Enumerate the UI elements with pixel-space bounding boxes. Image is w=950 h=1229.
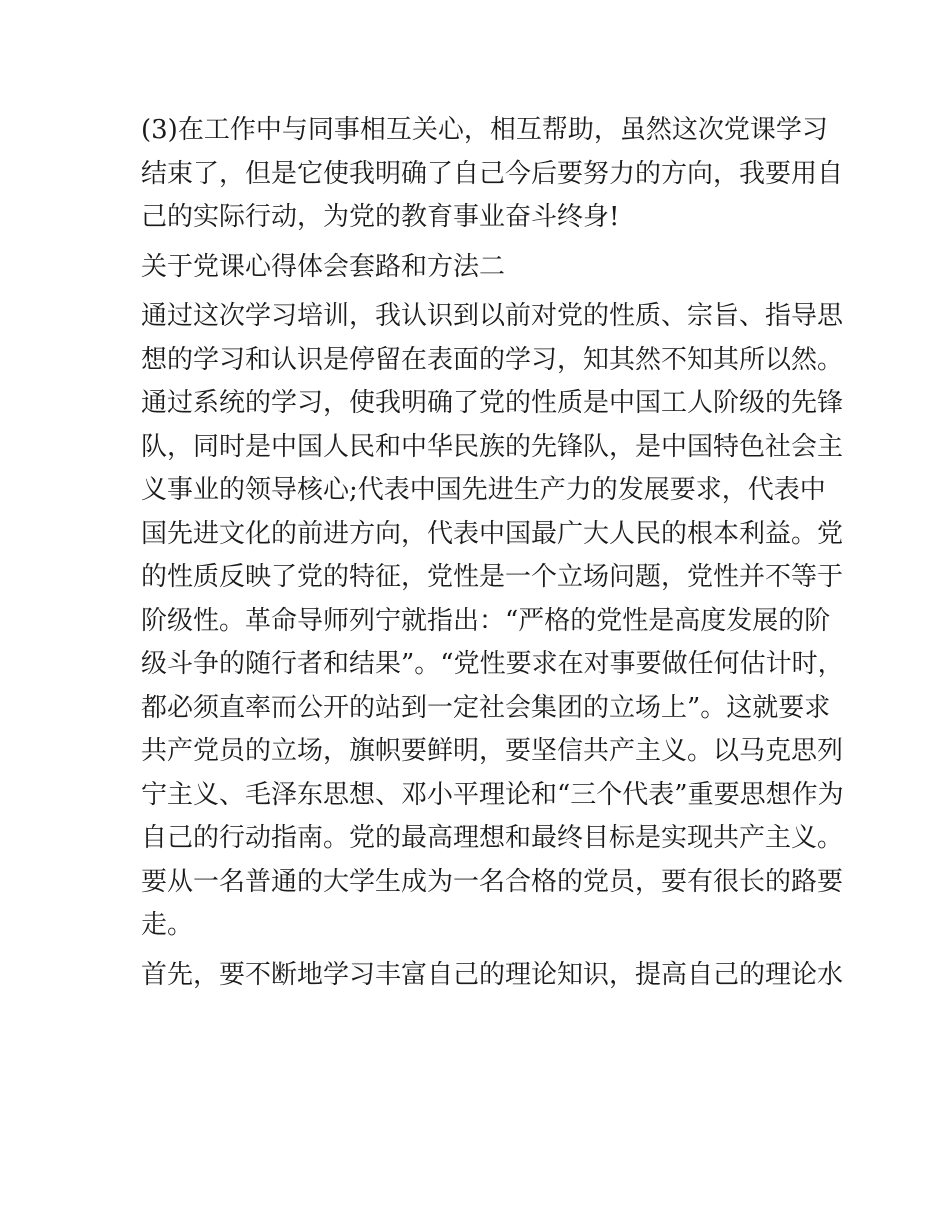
heading-line: 关于党课心得体会套路和方法二 bbox=[141, 251, 506, 282]
document-body bbox=[141, 109, 844, 997]
text-line: 的性质反映了党的特征，党性是一个立场问题，党性并不等于 bbox=[141, 562, 844, 592]
text-line: 共产党员的立场，旗帜要鲜明，要坚信共产主义。以马克思列 bbox=[141, 736, 844, 766]
text-line: 级斗争的随行者和结果”。“党性要求在对事要做任何估计时， bbox=[141, 649, 844, 679]
text-line: 通过这次学习培训，我认识到以前对党的性质、宗旨、指导思 bbox=[141, 301, 844, 331]
text-line: 己的实际行动，为党的教育事业奋斗终身! bbox=[141, 202, 620, 232]
text-line: 结束了，但是它使我明确了自己今后要努力的方向，我要用自 bbox=[141, 158, 844, 189]
text-line: 走。 bbox=[141, 910, 194, 940]
text-line: 想的学习和认识是停留在表面的学习，知其然不知其所以然。 bbox=[141, 344, 844, 375]
text-line: 义事业的领导核心;代表中国先进生产力的发展要求，代表中 bbox=[141, 475, 826, 505]
text-line: 自己的行动指南。党的最高理想和最终目标是实现共产主义。 bbox=[141, 823, 844, 853]
text-line: 首先，要不断地学习丰富自己的理论知识，提高自己的理论水 bbox=[141, 959, 844, 990]
text-line: (3)在工作中与同事相互关心，相互帮助，虽然这次党课学习 bbox=[141, 115, 828, 145]
text-line: 阶级性。革命导师列宁就指出：“严格的党性是高度发展的阶 bbox=[141, 605, 831, 636]
text-line: 通过系统的学习，使我明确了党的性质是中国工人阶级的先锋 bbox=[141, 388, 844, 418]
text-line: 队，同时是中国人民和中华民族的先锋队，是中国特色社会主 bbox=[141, 431, 844, 462]
text-line: 要从一名普通的大学生成为一名合格的党员，要有很长的路要 bbox=[141, 866, 844, 897]
paragraph-first-point bbox=[141, 954, 844, 998]
section-heading bbox=[141, 246, 821, 290]
paragraph-main bbox=[141, 295, 844, 948]
text-line: 国先进文化的前进方向，代表中国最广大人民的根本利益。党 bbox=[141, 518, 844, 549]
text-line: 都必须直率而公开的站到一定社会集团的立场上”。这就要求 bbox=[141, 692, 831, 723]
paragraph-conclusion bbox=[141, 109, 844, 240]
text-line: 宁主义、毛泽东思想、邓小平理论和“三个代表”重要思想作为 bbox=[141, 779, 844, 810]
